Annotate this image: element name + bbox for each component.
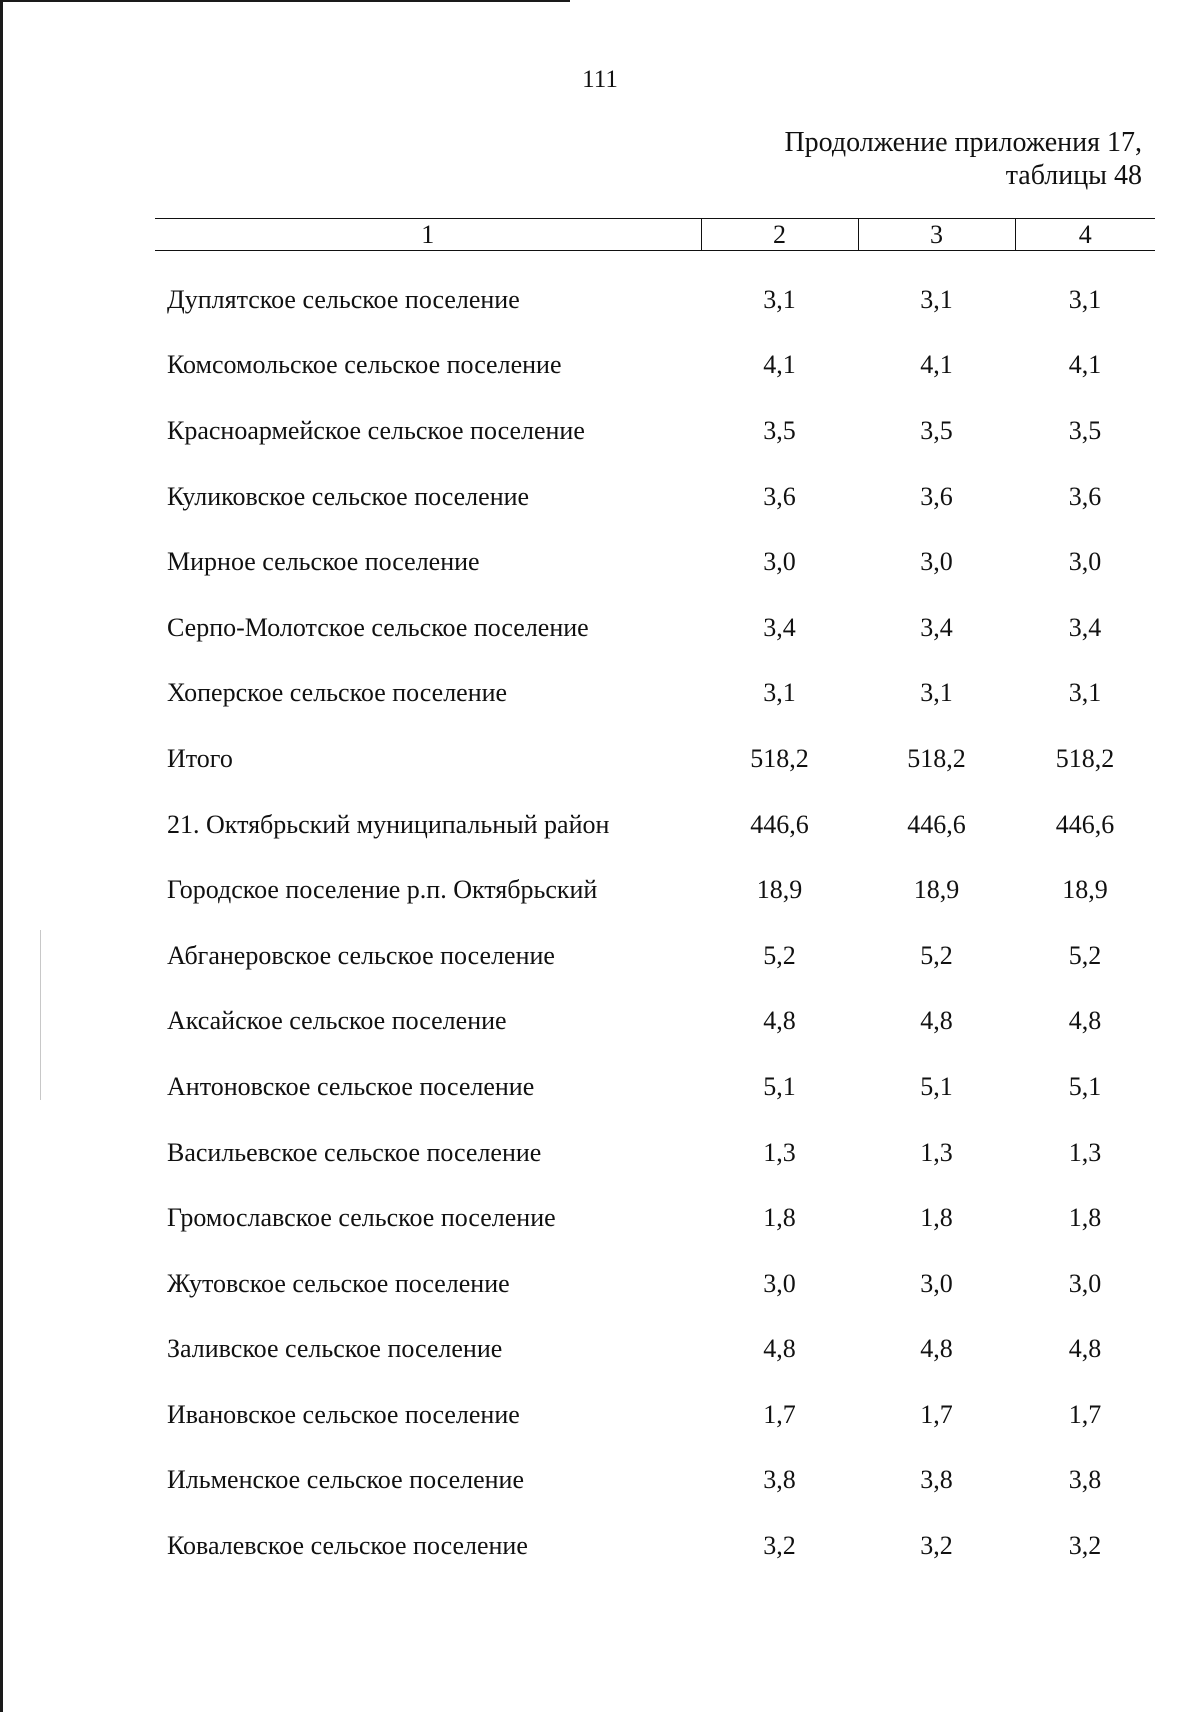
continuation-note	[784, 126, 1142, 192]
row-label-cell: Хоперское сельское поселение	[167, 678, 508, 708]
value-cell-col-2: 518,2	[750, 743, 809, 773]
value-cell-col-3: 3,5	[920, 415, 953, 445]
table-row	[155, 529, 1155, 595]
table-row	[155, 1317, 1155, 1383]
table-row	[155, 1513, 1155, 1579]
value-cell-col-3: 3,6	[920, 481, 953, 511]
value-cell-col-4: 18,9	[1062, 875, 1108, 905]
table-row	[155, 333, 1155, 399]
data-table	[155, 218, 1155, 1579]
value-cell-col-2: 4,1	[763, 350, 796, 380]
table-row	[155, 1054, 1155, 1120]
value-cell-col-3: 3,0	[920, 1268, 953, 1298]
value-cell-col-3: 4,8	[920, 1006, 953, 1036]
row-label-cell: Васильевское сельское поселение	[167, 1137, 542, 1167]
value-cell-col-4: 3,8	[1068, 1465, 1102, 1495]
row-label-cell: Абганеровское сельское поселение	[167, 940, 555, 970]
table-spacer-row	[155, 251, 1155, 268]
row-label-cell: Ивановское сельское поселение	[167, 1399, 520, 1429]
table-row	[155, 661, 1155, 727]
value-cell-col-2: 3,1	[763, 678, 796, 708]
value-cell-col-3: 3,1	[920, 284, 953, 314]
column-header-2: 2	[701, 219, 858, 251]
value-cell-col-2: 1,7	[763, 1399, 796, 1429]
row-label-cell: Жутовское сельское поселение	[167, 1268, 510, 1298]
value-cell-col-2: 4,8	[763, 1006, 796, 1036]
scan-border-left	[0, 0, 3, 1712]
table-row	[155, 1382, 1155, 1448]
row-label-cell: Аксайское сельское поселение	[167, 1006, 507, 1036]
table-row	[155, 398, 1155, 464]
row-label-cell: Антоновское сельское поселение	[167, 1071, 535, 1101]
table-row	[155, 464, 1155, 530]
row-label-cell: Ильменское сельское поселение	[167, 1465, 525, 1495]
value-cell-col-2: 18,9	[756, 875, 803, 905]
table-row	[155, 1251, 1155, 1317]
value-cell-col-3: 1,7	[920, 1399, 953, 1429]
value-cell-col-2: 3,4	[763, 612, 796, 642]
scan-mark	[40, 930, 41, 1100]
row-label-cell: Серпо-Молотское сельское поселение	[167, 612, 589, 642]
value-cell-col-2: 3,0	[763, 547, 796, 577]
value-cell-col-2: 3,0	[763, 1268, 796, 1298]
value-cell-col-2: 1,8	[763, 1203, 796, 1233]
column-header-1: 1	[155, 219, 701, 251]
row-label-cell: Итого	[167, 743, 233, 773]
value-cell-col-3: 5,2	[920, 940, 953, 970]
value-cell-col-4: 4,1	[1068, 350, 1102, 380]
value-cell-col-3: 3,4	[920, 612, 953, 642]
value-cell-col-4: 4,8	[1068, 1006, 1102, 1036]
column-header-3: 3	[858, 219, 1015, 251]
table-row	[155, 267, 1155, 333]
continuation-line-1: Продолжение приложения 17,	[784, 127, 1142, 158]
table-row	[155, 923, 1155, 989]
row-label-cell: Ковалевское сельское поселение	[167, 1531, 528, 1561]
value-cell-col-4: 3,0	[1068, 547, 1102, 577]
row-label-cell: Мирное сельское поселение	[167, 547, 480, 577]
data-table-container	[155, 218, 1155, 1579]
value-cell-col-4: 3,1	[1068, 678, 1102, 708]
value-cell-col-2: 1,3	[763, 1137, 796, 1167]
table-row	[155, 792, 1155, 858]
table-row	[155, 1448, 1155, 1514]
page-number: 111	[582, 66, 618, 93]
table-header-row	[155, 219, 1155, 251]
table-row	[155, 1120, 1155, 1186]
value-cell-col-4: 3,5	[1068, 415, 1102, 445]
row-label-cell: Городское поселение р.п. Октябрьский	[167, 875, 598, 905]
value-cell-col-3: 1,8	[920, 1203, 953, 1233]
value-cell-col-3: 446,6	[907, 809, 966, 839]
table-row	[155, 989, 1155, 1055]
value-cell-col-4: 5,1	[1068, 1071, 1102, 1101]
value-cell-col-2: 5,2	[763, 940, 796, 970]
table-row	[155, 857, 1155, 923]
value-cell-col-2: 3,2	[763, 1531, 796, 1561]
table-row	[155, 595, 1155, 661]
value-cell-col-3: 3,1	[920, 678, 953, 708]
value-cell-col-3: 3,2	[920, 1531, 953, 1561]
value-cell-col-2: 3,6	[763, 481, 796, 511]
value-cell-col-3: 518,2	[907, 743, 966, 773]
row-label-cell: Громославское сельское поселение	[167, 1203, 556, 1233]
value-cell-col-3: 3,0	[920, 547, 953, 577]
continuation-line-2: таблицы 48	[1005, 160, 1142, 191]
value-cell-col-4: 1,7	[1068, 1399, 1102, 1429]
value-cell-col-3: 1,3	[920, 1137, 953, 1167]
value-cell-col-4: 446,6	[1055, 809, 1115, 839]
row-label-cell: Дуплятское сельское поселение	[167, 284, 520, 314]
row-label-cell: Куликовское сельское поселение	[167, 481, 530, 511]
row-label-cell: 21. Октябрьский муниципальный район	[167, 809, 610, 839]
value-cell-col-3: 4,1	[920, 350, 953, 380]
value-cell-col-4: 3,4	[1068, 612, 1102, 642]
table-row	[155, 1185, 1155, 1251]
row-label-cell: Комсомольское сельское поселение	[167, 350, 562, 380]
value-cell-col-4: 1,3	[1068, 1137, 1102, 1167]
value-cell-col-3: 5,1	[920, 1071, 953, 1101]
table-body	[155, 251, 1155, 1579]
value-cell-col-2: 3,8	[763, 1465, 796, 1495]
value-cell-col-4: 3,6	[1068, 481, 1102, 511]
value-cell-col-4: 3,1	[1068, 284, 1102, 314]
scan-border-top	[0, 0, 570, 2]
value-cell-col-2: 4,8	[763, 1334, 796, 1364]
value-cell-col-2: 446,6	[750, 809, 809, 839]
column-header-4: 4	[1015, 219, 1155, 251]
row-label-cell: Красноармейское сельское поселение	[167, 415, 585, 445]
value-cell-col-3: 4,8	[920, 1334, 953, 1364]
value-cell-col-3: 18,9	[913, 875, 960, 905]
value-cell-col-3: 3,8	[920, 1465, 953, 1495]
value-cell-col-2: 3,5	[763, 415, 796, 445]
value-cell-col-4: 5,2	[1068, 940, 1102, 970]
value-cell-col-2: 3,1	[763, 284, 796, 314]
value-cell-col-4: 4,8	[1068, 1334, 1102, 1364]
value-cell-col-4: 518,2	[1055, 743, 1115, 773]
value-cell-col-2: 5,1	[763, 1071, 796, 1101]
value-cell-col-4: 3,0	[1068, 1268, 1102, 1298]
value-cell-col-4: 3,2	[1068, 1531, 1102, 1561]
value-cell-col-4: 1,8	[1068, 1203, 1102, 1233]
table-row	[155, 726, 1155, 792]
row-label-cell: Заливское сельское поселение	[167, 1334, 503, 1364]
